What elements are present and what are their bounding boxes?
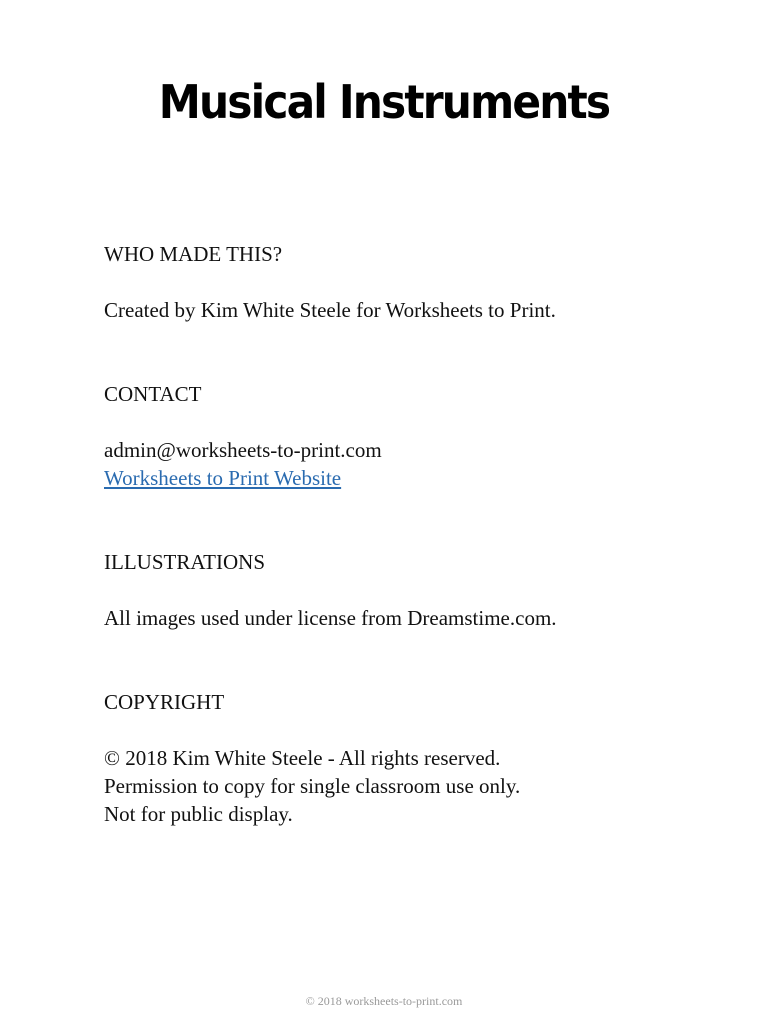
page-title: Musical Instruments — [158, 75, 610, 129]
page-footer: © 2018 worksheets-to-print.com — [305, 994, 463, 1008]
copyright-line: © 2018 Kim White Steele - All rights reserved. — [104, 746, 501, 770]
contact-heading: CONTACT — [104, 382, 202, 406]
who-made-this-heading: WHO MADE THIS? — [104, 242, 283, 266]
who-made-this-text: Created by Kim White Steele for Worksheets to Print. — [104, 298, 556, 322]
copyright-heading: COPYRIGHT — [104, 690, 225, 714]
display-restriction-line: Not for public display. — [104, 802, 293, 826]
permission-line: Permission to copy for single classroom use only. — [104, 774, 521, 798]
illustrations-heading: ILLUSTRATIONS — [104, 550, 265, 574]
contact-email: admin@worksheets-to-print.com — [104, 438, 382, 462]
website-link[interactable]: Worksheets to Print Website — [104, 466, 342, 490]
illustrations-text: All images used under license from Dreamstime.com. — [104, 606, 557, 630]
